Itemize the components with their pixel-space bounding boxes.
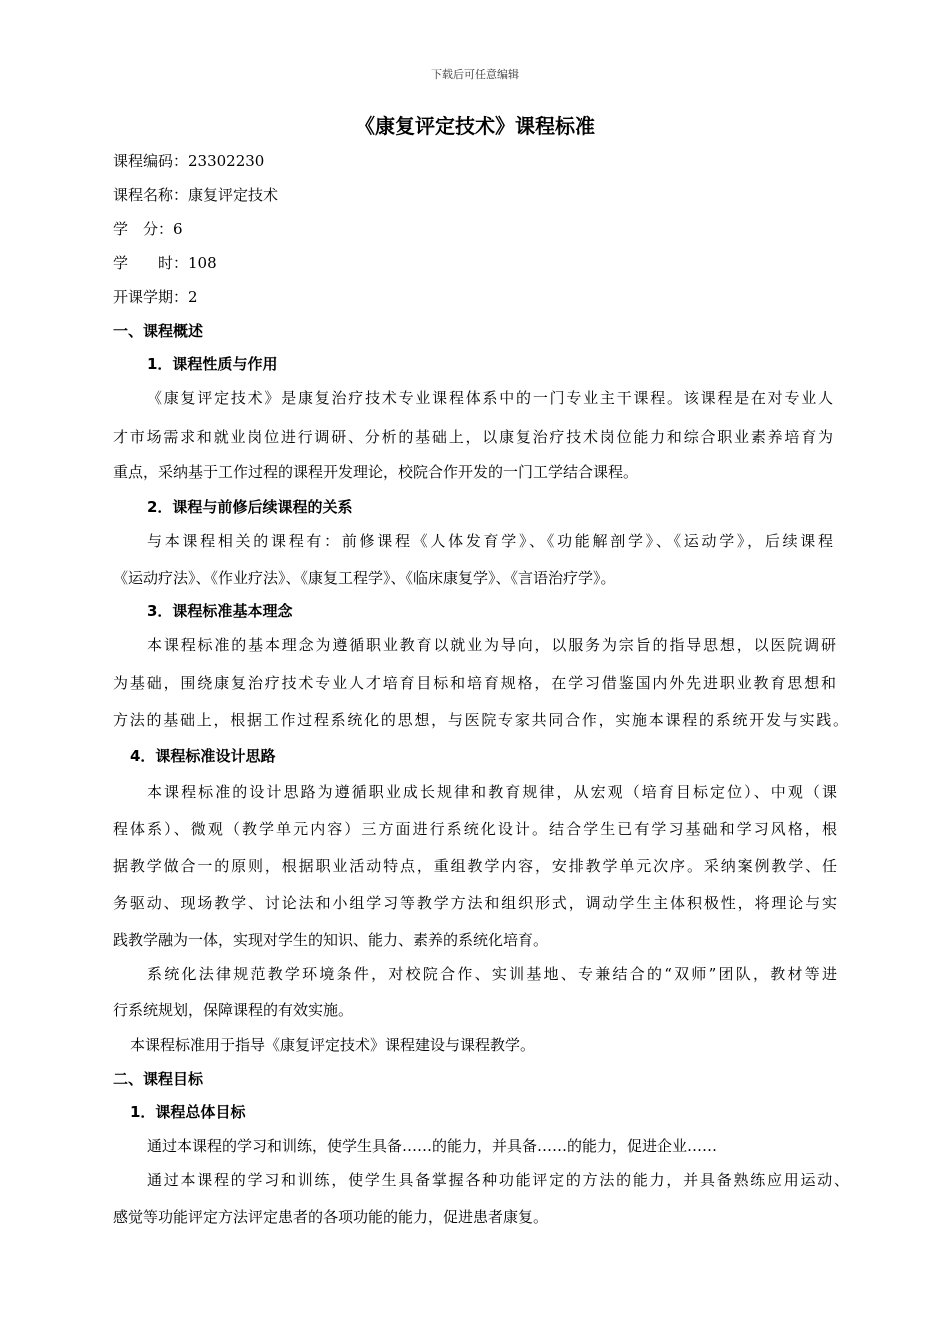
- paragraph-line: 本课程标准的基本理念为遵循职业教育以就业为导向，以服务为宗旨的指导思想，以医院调研: [147, 636, 836, 654]
- header-note: 下载后可任意编辑: [431, 68, 519, 81]
- subsection-heading-nature: 1．课程性质与作用: [147, 355, 278, 373]
- paragraph-line: 与本课程相关的课程有：前修课程《人体发育学》、《功能解剖学》、《运动学》，后续课程: [147, 532, 833, 550]
- paragraph-line: 通过本课程的学习和训练，使学生具备……的能力，并具备……的能力，促进企业……: [147, 1137, 718, 1155]
- paragraph-line: 程体系）、微观（教学单元内容）三方面进行系统化设计。结合学生已有学习基础和学习风格，根: [113, 820, 837, 838]
- paragraph-line: 感觉等功能评定方法评定患者的各项功能的能力，促进患者康复。: [113, 1208, 549, 1226]
- paragraph-line: 务驱动、现场教学、讨论法和小组学习等教学方法和组织形式，调动学生主体积极性，将理论与实: [113, 894, 837, 912]
- document-title: 《康复评定技术》课程标准: [355, 114, 595, 138]
- paragraph-line: 《康复评定技术》是康复治疗技术专业课程体系中的一门专业主干课程。该课程是在对专业人: [147, 389, 833, 407]
- course-name: 课程名称：康复评定技术: [113, 186, 279, 204]
- paragraph-line: 通过本课程的学习和训练，使学生具备掌握各种功能评定的方法的能力，并具备熟练应用运动、: [147, 1171, 849, 1189]
- course-hours: 学 时：108: [113, 254, 217, 272]
- paragraph-line: 才市场需求和就业岗位进行调研、分析的基础上，以康复治疗技术岗位能力和综合职业素养培育为: [113, 428, 833, 446]
- section-heading-overview: 一、课程概述: [113, 322, 204, 340]
- paragraph-line: 为基础，围绕康复治疗技术专业人才培育目标和培育规格，在学习借鉴国内外先进职业教育思想和: [113, 674, 836, 692]
- paragraph-line: 方法的基础上，根据工作过程系统化的思想，与医院专家共同合作，实施本课程的系统开发与实践。: [113, 711, 848, 729]
- paragraph-line: 重点，采纳基于工作过程的课程开发理论，校院合作开发的一门工学结合课程。: [113, 463, 639, 481]
- paragraph-line: 本课程标准用于指导《康复评定技术》课程建设与课程教学。: [130, 1036, 536, 1054]
- subsection-heading-philosophy: 3．课程标准基本理念: [147, 602, 293, 620]
- course-credit: 学 分：6: [113, 220, 183, 238]
- subsection-heading-relation: 2．课程与前修后续课程的关系: [147, 498, 353, 516]
- paragraph-line: 系统化法律规范教学环境条件，对校院合作、实训基地、专兼结合的“双师”团队，教材等进: [147, 965, 837, 983]
- paragraph-line: 践教学融为一体，实现对学生的知识、能力、素养的系统化培育。: [113, 931, 549, 949]
- course-code: 课程编码：23302230: [113, 152, 265, 170]
- paragraph-line: 行系统规划，保障课程的有效实施。: [113, 1001, 354, 1019]
- section-heading-objectives: 二、课程目标: [113, 1070, 204, 1088]
- subsection-heading-overall-goal: 1．课程总体目标: [130, 1103, 246, 1121]
- paragraph-line: 据教学做合一的原则，根据职业活动特点，重组教学内容，安排教学单元次序。采纳案例教学、任: [113, 857, 837, 875]
- course-term: 开课学期：2: [113, 288, 198, 306]
- subsection-heading-design: 4．课程标准设计思路: [130, 747, 276, 765]
- paragraph-line: 《运动疗法》、《作业疗法》、《康复工程学》、《临床康复学》、《言语治疗学》。: [113, 569, 616, 587]
- paragraph-line: 本课程标准的设计思路为遵循职业成长规律和教育规律，从宏观（培育目标定位）、中观（课: [147, 783, 837, 801]
